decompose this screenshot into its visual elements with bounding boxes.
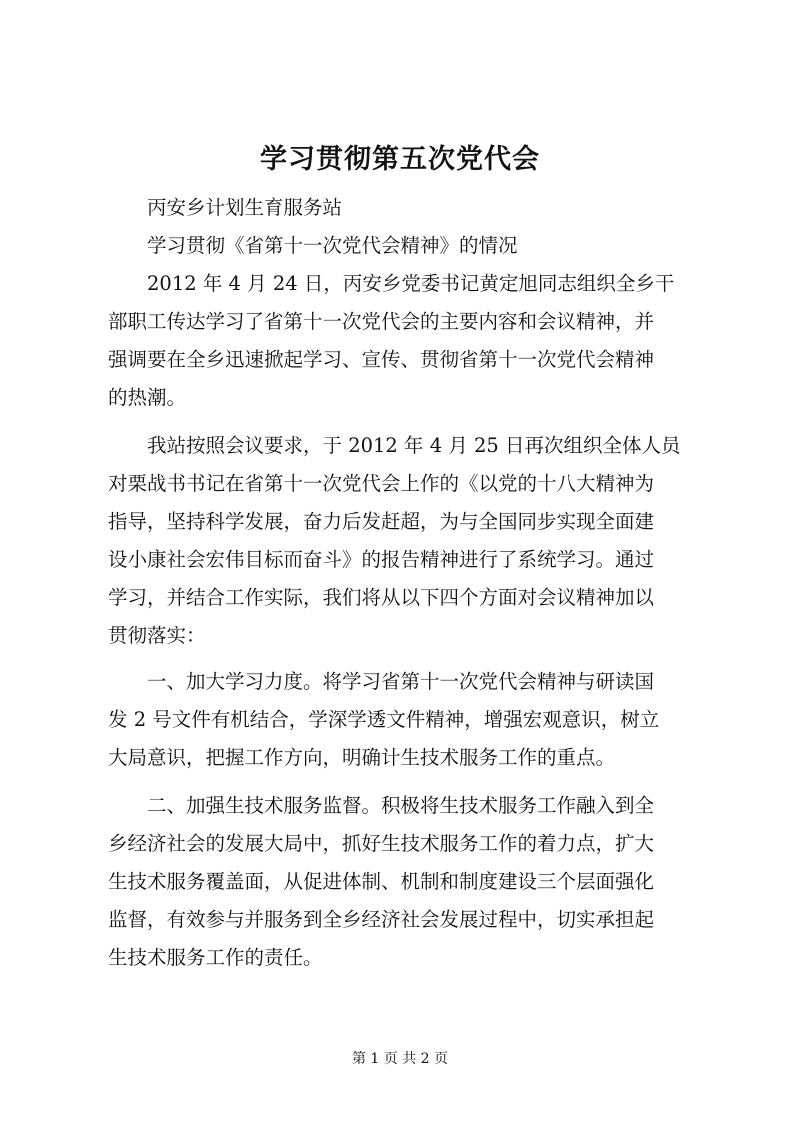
paragraph-4-line-4: 监督，有效参与并服务到全乡经济社会发展过程中，切实承担起 xyxy=(108,908,655,931)
paragraph-3-line-2: 发 2 号文件有机结合，学深学透文件精神，增强宏观意识，树立 xyxy=(108,708,660,731)
paragraph-4-line-3: 生技术服务覆盖面，从促进体制、机制和制度建设三个层面强化 xyxy=(108,870,655,893)
paragraph-1-line-3: 强调要在全乡迅速掀起学习、宣传、贯彻省第十一次党代会精神 xyxy=(108,348,655,371)
paragraph-1-line-4: 的热潮。 xyxy=(108,386,187,409)
paragraph-2-line-6: 贯彻落实： xyxy=(108,624,206,647)
paragraph-3-line-3: 大局意识，把握工作方向，明确计生技术服务工作的重点。 xyxy=(108,746,616,769)
paragraph-2-line-1: 我站按照会议要求，于 2012 年 4 月 25 日再次组织全体人员 xyxy=(147,434,681,457)
document-title: 学习贯彻第五次党代会 xyxy=(260,144,540,175)
paragraph-2-line-3: 指导，坚持科学发展，奋力后发赶超，为与全国同步实现全面建 xyxy=(108,510,655,533)
subtitle-line: 学习贯彻《省第十一次党代会精神》的情况 xyxy=(147,234,518,257)
paragraph-4-line-1: 二、加强生技术服务监督。积极将生技术服务工作融入到全 xyxy=(147,794,655,817)
paragraph-1-line-1: 2012 年 4 月 24 日，丙安乡党委书记黄定旭同志组织全乡干 xyxy=(147,272,675,295)
paragraph-3-line-1: 一、加大学习力度。将学习省第十一次党代会精神与研读国 xyxy=(147,670,655,693)
paragraph-4-line-5: 生技术服务工作的责任。 xyxy=(108,946,323,969)
paragraph-2-line-4: 设小康社会宏伟目标而奋斗》的报告精神进行了系统学习。通过 xyxy=(108,548,655,571)
paragraph-2-line-2: 对栗战书书记在省第十一次党代会上作的《以党的十八大精神为 xyxy=(108,472,655,495)
page-number-footer: 第 1 页 共 2 页 xyxy=(351,1051,449,1067)
paragraph-2-line-5: 学习，并结合工作实际，我们将从以下四个方面对会议精神加以 xyxy=(108,586,655,609)
paragraph-1-line-2: 部职工传达学习了省第十一次党代会的主要内容和会议精神，并 xyxy=(108,310,655,333)
paragraph-4-line-2: 乡经济社会的发展大局中，抓好生技术服务工作的着力点，扩大 xyxy=(108,832,655,855)
org-name-line: 丙安乡计划生育服务站 xyxy=(147,196,343,219)
